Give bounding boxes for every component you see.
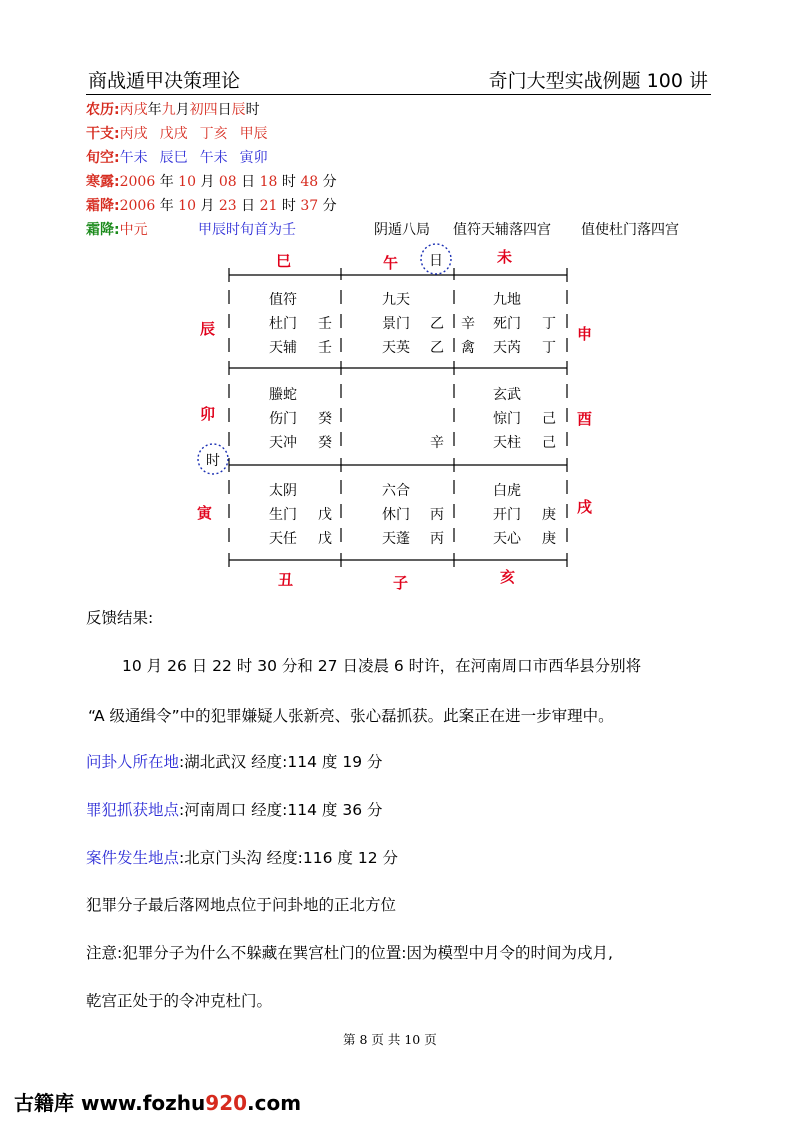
ju-text: 阴遁八局 [374, 222, 430, 238]
palace-2-god: 九地 [493, 292, 521, 308]
palace-9-god: 九天 [382, 292, 410, 308]
branch-si: 巳 [276, 252, 292, 270]
day-marker: 日 [429, 253, 443, 269]
palace-6-door: 开门 [493, 507, 521, 523]
feedback-paragraph-2: “A 级通缉令”中的犯罪嫌疑人张新亮、张心磊抓获。此案正在进一步审理中。 [88, 707, 614, 725]
branch-shen: 申 [577, 325, 593, 343]
branch-you: 酉 [577, 410, 593, 428]
watermark-url-a: www.fozhu [80, 1091, 206, 1115]
nongli-line: 农历:丙戌年九月初四日辰时 [86, 102, 260, 118]
palace-4-god: 值符 [269, 292, 297, 308]
palace-3-god: 螣蛇 [269, 387, 297, 403]
branch-wu: 午 [383, 254, 399, 272]
zhishi-text: 值使杜门落四宫 [581, 222, 679, 238]
palace-4-door: 杜门 [269, 316, 297, 332]
palace-1-star-stem: 丙 [430, 531, 444, 547]
palace-6-god: 白虎 [493, 483, 521, 499]
ask-location-line [86, 750, 382, 772]
palace-1-star: 天蓬 [382, 531, 410, 547]
palace-9-star-stem: 乙 [430, 340, 444, 356]
watermark-cn: 古籍库 [14, 1091, 74, 1115]
palace-8-door-stem: 戊 [318, 507, 332, 523]
case-location-value: :北京门头沟 经度:116 度 12 分 [179, 849, 398, 867]
shuangjiang-label-1: 霜降: [86, 198, 120, 214]
page-number: 第 8 页 共 10 页 [343, 1032, 437, 1047]
nongli-label: 农历: [86, 102, 120, 118]
branch-chou: 丑 [278, 571, 294, 589]
watermark-url-b: .com [247, 1091, 302, 1115]
palace-4-star: 天辅 [269, 340, 297, 356]
palace-4-star-stem: 壬 [318, 340, 332, 356]
palace-3-door-stem: 癸 [318, 411, 332, 427]
xunshou-text: 甲辰时旬首为壬 [198, 222, 296, 238]
palace-4-door-stem: 壬 [318, 316, 332, 332]
feedback-heading: 反馈结果: [86, 609, 154, 627]
branch-hai: 亥 [500, 568, 516, 586]
note-line-1: 注意:犯罪分子为什么不躲藏在巽宫杜门的位置:因为模型中月令的时间为戌月, [86, 944, 613, 962]
palace-7-star-stem: 己 [542, 435, 556, 451]
branch-yin: 寅 [197, 504, 213, 522]
arrest-location-value: :河南周口 经度:114 度 36 分 [179, 801, 383, 819]
watermark-url-num: 920 [205, 1091, 248, 1115]
palace-2-star-stem: 丁 [542, 340, 556, 356]
document-title-left: 商战遁甲决策理论 [88, 70, 241, 92]
palace-9-star: 天英 [382, 340, 410, 356]
zhifu-text: 值符天辅落四宫 [453, 222, 551, 238]
hour-marker: 时 [206, 453, 220, 469]
case-location-line [86, 846, 398, 868]
palace-8-door: 生门 [269, 507, 297, 523]
palace-7-door-stem: 己 [542, 411, 556, 427]
palace-9-door: 景门 [382, 316, 410, 332]
palace-7-star: 天柱 [493, 435, 521, 451]
palace-8-god: 太阴 [269, 483, 297, 499]
feedback-paragraph-1: 10 月 26 日 22 时 30 分和 27 日凌晨 6 时许，在河南周口市西华县分别将 [122, 657, 642, 675]
ask-location-value: :湖北武汉 经度:114 度 19 分 [179, 753, 383, 771]
palace-2-door-stem: 丁 [542, 316, 556, 332]
hanlu-label: 寒露: [86, 174, 120, 190]
palace-6-star: 天心 [493, 531, 521, 547]
north-direction-line: 犯罪分子最后落网地点位于问卦地的正北方位 [86, 896, 397, 914]
shuangjiang-line-1: 霜降:2006 年 10 月 23 日 21 时 37 分 [86, 198, 337, 214]
palace-2-extra-bottom: 禽 [461, 340, 475, 356]
palace-6-door-stem: 庚 [542, 507, 556, 523]
palace-3-door: 伤门 [269, 411, 297, 427]
palace-1-door-stem: 丙 [430, 507, 444, 523]
document-title-right: 奇门大型实战例题 100 讲 [488, 70, 708, 92]
ganzhi-line: 干支:丙戌 戊戌 丁亥 甲辰 [86, 126, 268, 142]
xunkong-line: 旬空:午未 辰巳 午未 寅卯 [86, 150, 268, 166]
palace-7-god: 玄武 [493, 387, 521, 403]
shuangjiang-line-2: 霜降:中元 [86, 222, 148, 238]
palace-8-star: 天任 [269, 531, 297, 547]
palace-2-extra-top: 辛 [461, 316, 475, 332]
palace-2-star: 天芮 [493, 340, 521, 356]
palace-7-door: 惊门 [493, 411, 521, 427]
case-location-label: 案件发生地点 [86, 849, 180, 867]
ask-location-label: 问卦人所在地 [86, 753, 180, 771]
palace-2-door: 死门 [493, 316, 521, 332]
branch-mao: 卯 [200, 405, 216, 423]
palace-9-door-stem: 乙 [430, 316, 444, 332]
palace-8-star-stem: 戊 [318, 531, 332, 547]
palace-3-star: 天冲 [269, 435, 297, 451]
branch-wei: 未 [497, 248, 513, 266]
ganzhi-label: 干支: [86, 126, 120, 142]
branch-xu: 戌 [577, 498, 593, 516]
xunkong-label: 旬空: [86, 150, 120, 166]
shuangjiang-label-2: 霜降: [86, 222, 120, 238]
palace-1-door: 休门 [382, 507, 410, 523]
branch-chen: 辰 [200, 320, 216, 338]
palace-5-stem: 辛 [430, 435, 444, 451]
palace-1-god: 六合 [382, 483, 410, 499]
arrest-location-label: 罪犯抓获地点 [86, 801, 180, 819]
note-line-2: 乾宫正处于的令冲克杜门。 [86, 992, 273, 1010]
arrest-location-line [86, 798, 382, 820]
palace-6-star-stem: 庚 [542, 531, 556, 547]
hanlu-line: 寒露:2006 年 10 月 08 日 18 时 48 分 [86, 174, 337, 190]
watermark-logo [14, 1087, 301, 1116]
branch-zi: 子 [393, 574, 409, 592]
palace-3-star-stem: 癸 [318, 435, 332, 451]
